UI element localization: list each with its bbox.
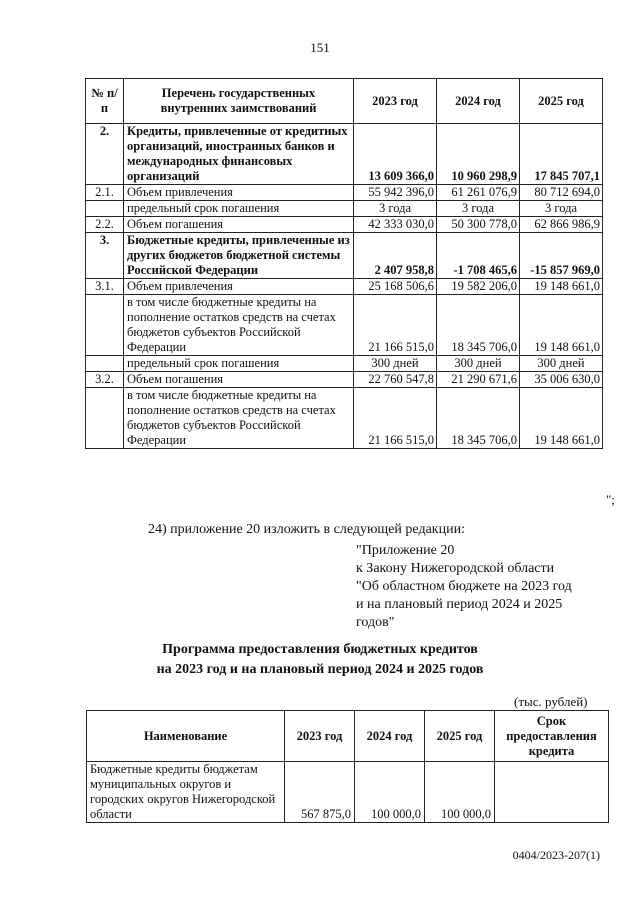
header-term: Срок предоставления кредита	[495, 711, 609, 762]
table-header-row	[86, 79, 603, 124]
row-name: Бюджетные кредиты бюджетам муниципальных округов и городских округов Нижегородской области	[87, 762, 285, 823]
table-row	[86, 124, 603, 185]
header-2024: 2024 год	[437, 79, 520, 124]
value-2024: 19 582 206,0	[437, 279, 520, 295]
row-name: Объем привлечения	[124, 185, 354, 201]
table-row	[86, 201, 603, 217]
row-num	[86, 201, 124, 217]
row-name: в том числе бюджетные кредиты на пополнение остатков средств на счетах бюджетов субъектов Российской Федерации	[124, 295, 354, 356]
value-2024: 18 345 706,0	[437, 388, 520, 449]
value-2023: 21 166 515,0	[354, 295, 437, 356]
value-2023: 22 760 547,8	[354, 372, 437, 388]
value-2024: 3 года	[437, 201, 520, 217]
table-row	[86, 388, 603, 449]
row-name: Объем привлечения	[124, 279, 354, 295]
header-num: № п/п	[86, 79, 124, 124]
header-2024: 2024 год	[355, 711, 425, 762]
row-num: 3.2.	[86, 372, 124, 388]
table-row	[86, 356, 603, 372]
value-2025: 3 года	[520, 201, 603, 217]
row-name: в том числе бюджетные кредиты на пополнение остатков средств на счетах бюджетов субъектов Российской Федерации	[124, 388, 354, 449]
row-name: Объем погашения	[124, 217, 354, 233]
row-num	[86, 388, 124, 449]
value-2023: 25 168 506,6	[354, 279, 437, 295]
row-num: 3.1.	[86, 279, 124, 295]
appendix-line: и на плановый период 2024 и 2025	[356, 597, 563, 612]
row-num: 2.	[86, 124, 124, 185]
row-num: 3.	[86, 233, 124, 279]
value-2024: 21 290 671,6	[437, 372, 520, 388]
table-row	[86, 217, 603, 233]
value-2025: 35 006 630,0	[520, 372, 603, 388]
value-2024: -1 708 465,6	[437, 233, 520, 279]
value-2024: 50 300 778,0	[437, 217, 520, 233]
table-header-row	[87, 711, 609, 762]
value-2023: 3 года	[354, 201, 437, 217]
value-2023: 13 609 366,0	[354, 124, 437, 185]
value-2025: 62 866 986,9	[520, 217, 603, 233]
value-2024: 100 000,0	[355, 762, 425, 823]
header-2023: 2023 год	[354, 79, 437, 124]
row-name: Бюджетные кредиты, привлеченные из других бюджетов бюджетной системы Российской Федерации	[124, 233, 354, 279]
table-row	[86, 185, 603, 201]
value-2023: 300 дней	[354, 356, 437, 372]
row-name: предельный срок погашения	[124, 356, 354, 372]
header-2025: 2025 год	[425, 711, 495, 762]
value-2025: 80 712 694,0	[520, 185, 603, 201]
row-num	[86, 356, 124, 372]
value-2025: 19 148 661,0	[520, 279, 603, 295]
budget-credits-table	[86, 710, 609, 823]
value-2025: 100 000,0	[425, 762, 495, 823]
value-2024: 61 261 076,9	[437, 185, 520, 201]
header-name: Перечень государственных внутренних заимствований	[124, 79, 354, 124]
program-title	[0, 640, 640, 680]
value-2025: -15 857 969,0	[520, 233, 603, 279]
table-row	[87, 762, 609, 823]
row-name: Объем погашения	[124, 372, 354, 388]
value-2025: 19 148 661,0	[520, 388, 603, 449]
table-row	[86, 233, 603, 279]
value-2024: 300 дней	[437, 356, 520, 372]
value-2023: 55 942 396,0	[354, 185, 437, 201]
value-2024: 10 960 298,9	[437, 124, 520, 185]
value-2024: 18 345 706,0	[437, 295, 520, 356]
header-name: Наименование	[87, 711, 285, 762]
row-num	[86, 295, 124, 356]
appendix-line: к Закону Нижегородской области	[356, 561, 555, 576]
appendix-line: "Об областном бюджете на 2023 год	[356, 579, 572, 594]
row-name: предельный срок погашения	[124, 201, 354, 217]
value-2025: 17 845 707,1	[520, 124, 603, 185]
closing-quote: ";	[606, 492, 615, 507]
value-2023: 21 166 515,0	[354, 388, 437, 449]
table-row	[86, 279, 603, 295]
paragraph-24: 24) приложение 20 изложить в следующей редакции:	[148, 522, 465, 537]
appendix-line: "Приложение 20	[356, 543, 455, 558]
value-2025: 300 дней	[520, 356, 603, 372]
header-2025: 2025 год	[520, 79, 603, 124]
row-num: 2.2.	[86, 217, 124, 233]
borrowings-table	[85, 78, 603, 449]
value-2023: 42 333 030,0	[354, 217, 437, 233]
row-num: 2.1.	[86, 185, 124, 201]
value-2025: 19 148 661,0	[520, 295, 603, 356]
value-2023: 2 407 958,8	[354, 233, 437, 279]
table-row	[86, 372, 603, 388]
program-title-line1: Программа предоставления бюджетных кредитов	[162, 642, 478, 657]
header-2023: 2023 год	[285, 711, 355, 762]
appendix-heading	[356, 542, 572, 632]
row-term	[495, 762, 609, 823]
appendix-line: годов"	[356, 615, 395, 630]
document-code: 0404/2023-207(1)	[512, 848, 600, 862]
page-number: 151	[310, 40, 330, 55]
table-row	[86, 295, 603, 356]
units-label: (тыс. рублей)	[514, 694, 588, 709]
value-2023: 567 875,0	[285, 762, 355, 823]
program-title-line2: на 2023 год и на плановый период 2024 и 2025 годов	[156, 662, 484, 677]
row-name: Кредиты, привлеченные от кредитных организаций, иностранных банков и международных финансовых организаций	[124, 124, 354, 185]
